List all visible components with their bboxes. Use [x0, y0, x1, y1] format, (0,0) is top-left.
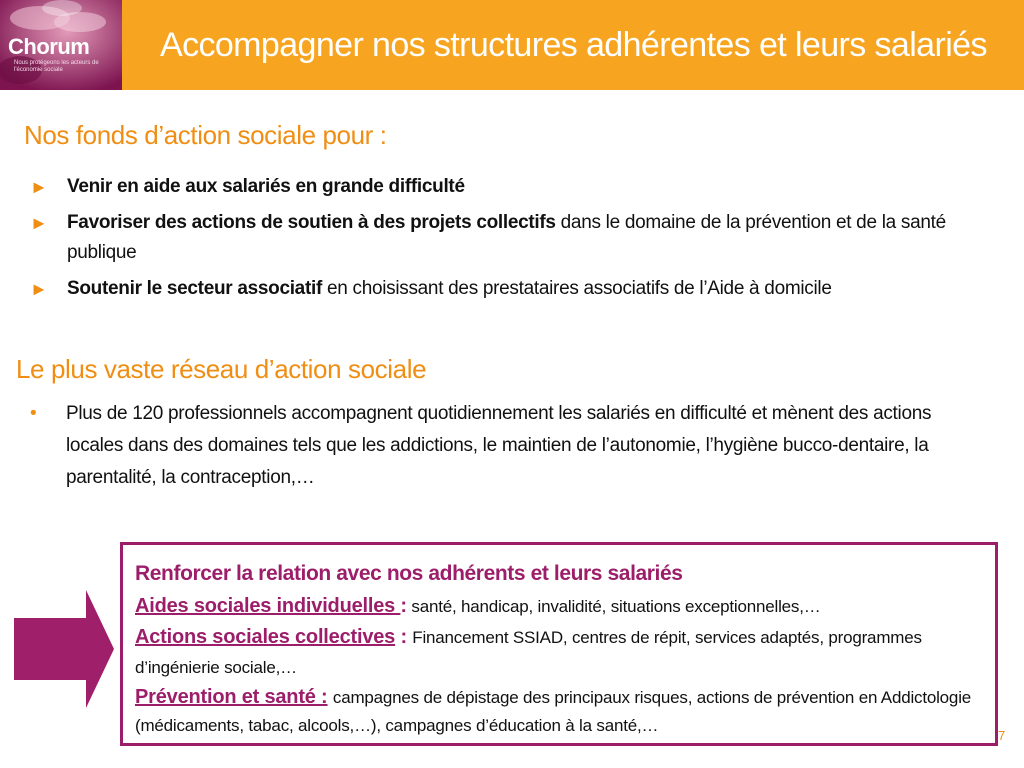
logo-wordmark: Chorum: [8, 34, 90, 59]
highlight-box: [120, 542, 998, 746]
box-row-prevention: [135, 683, 983, 740]
triangle-right-icon: ►: [30, 279, 48, 299]
list-item: [30, 274, 980, 304]
box-row-text: Financement SSIAD, centres de répit, services adaptés, programmes d’ingénierie sociale,…: [135, 628, 922, 677]
triangle-right-icon: ►: [30, 177, 48, 197]
list-item: [30, 172, 980, 202]
bullet-bold-text: Favoriser des actions de soutien à des projets collectifs: [67, 212, 556, 233]
triangle-right-icon: ►: [30, 213, 48, 233]
funds-bullet-list: [30, 172, 980, 310]
box-row-separator: :: [395, 626, 413, 648]
bullet-text: en choisissant des prestataires associatifs de l’Aide à domicile: [322, 278, 832, 299]
box-row-label: Prévention et santé :: [135, 686, 328, 708]
bullet-bold-text: Soutenir le secteur associatif: [67, 278, 322, 299]
box-row-label: Aides sociales individuelles: [135, 595, 401, 617]
box-title: Renforcer la relation avec nos adhérents et leurs salariés: [135, 562, 683, 585]
header-bar: [0, 0, 1024, 90]
section-heading-funds: Nos fonds d’action sociale pour :: [24, 120, 387, 150]
box-row-separator: :: [400, 595, 407, 617]
network-bullet-list: [30, 398, 990, 494]
box-row-individual: [135, 591, 983, 622]
box-row-collective: [135, 622, 983, 683]
box-row-text: santé, handicap, invalidité, situations exceptionnelles,…: [406, 597, 821, 616]
slide-title: Accompagner nos structures adhérentes et leurs salariés: [160, 26, 987, 64]
dot-icon: •: [30, 403, 37, 424]
page-number: 7: [998, 728, 1006, 743]
list-item: [30, 398, 990, 494]
network-text: Plus de 120 professionnels accompagnent quotidiennement les salariés en difficulté et mènent des actions locales dans des domaines tels que les addictions, le maintien de l’autonomie, l’hygiène bucco-dentaire, la parentalité, la contraception,…: [66, 403, 932, 488]
chorum-logo: [0, 0, 122, 90]
list-item: [30, 208, 980, 268]
box-row-text: campagnes de dépistage des principaux risques, actions de prévention en Addictologie (médicaments, tabac, alcools,…), campagnes d’éducation à la santé,…: [135, 688, 972, 735]
big-right-arrow-icon: [14, 590, 114, 708]
bullet-text: dans le domaine de la prévention et de la santé publique: [67, 212, 946, 263]
logo-tagline: Nous protégeons les acteurs de l'économie sociale: [14, 60, 99, 73]
box-row-label: Actions sociales collectives: [135, 626, 396, 648]
section-heading-network: Le plus vaste réseau d’action sociale: [16, 354, 427, 384]
bullet-bold-text: Venir en aide aux salariés en grande difficulté: [67, 176, 465, 197]
